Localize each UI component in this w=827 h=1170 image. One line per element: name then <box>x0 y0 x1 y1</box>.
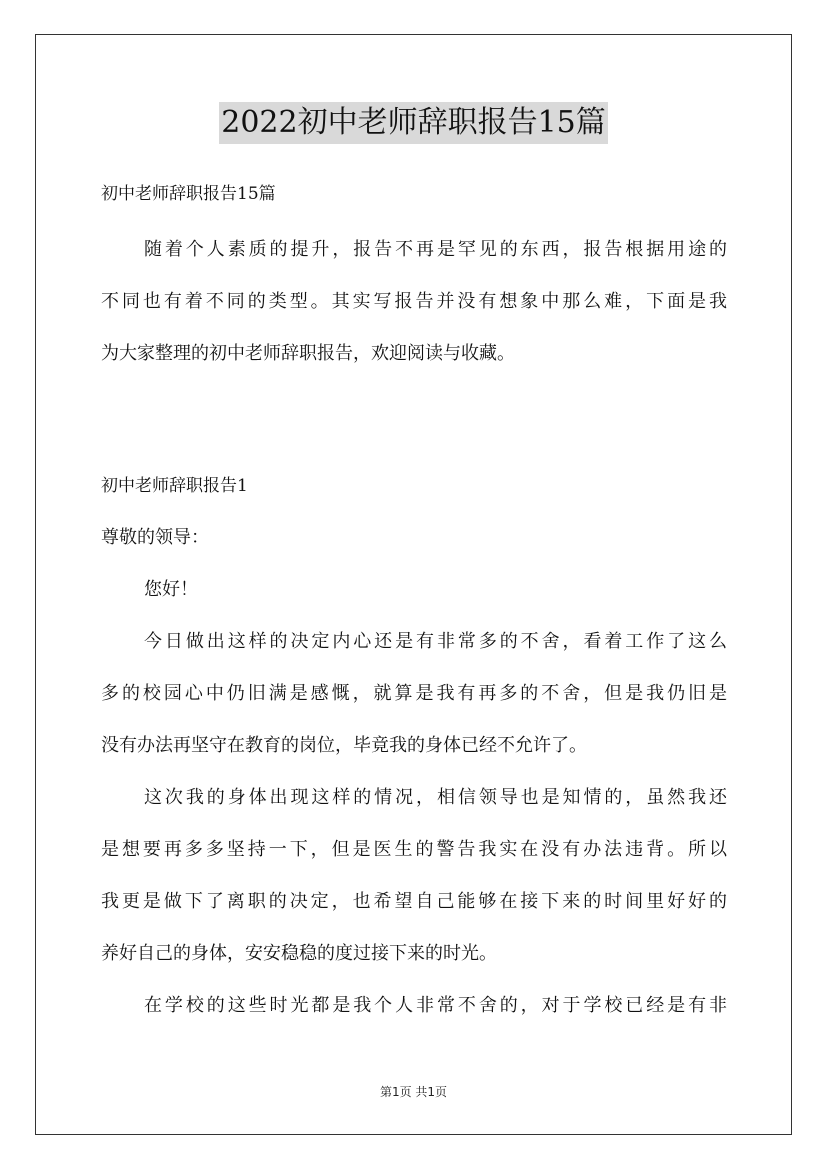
paragraph-2-line-4: 养好自己的身体，安安稳稳的度过接下来的时光。 <box>101 943 497 964</box>
document-title-text: 2022初中老师辞职报告15篇 <box>219 102 608 144</box>
salutation: 尊敬的领导： <box>101 527 209 548</box>
document-title <box>0 102 827 144</box>
paragraph-2-line-2: 是想要再多多坚持一下，但是医生的警告我实在没有办法违背。所以 <box>101 839 727 860</box>
intro-line-3: 为大家整理的初中老师辞职报告，欢迎阅读与收藏。 <box>101 343 515 364</box>
document-body <box>101 168 727 1032</box>
section-title: 初中老师辞职报告1 <box>101 476 248 496</box>
intro-line-2: 不同也有着不同的类型。其实写报告并没有想象中那么难，下面是我 <box>101 291 727 312</box>
paragraph-1-line-3: 没有办法再坚守在教育的岗位，毕竟我的身体已经不允许了。 <box>101 735 587 756</box>
greeting: 您好！ <box>144 579 198 600</box>
paragraph-1-line-2: 多的校园心中仍旧满是感慨，就算是我有再多的不舍，但是我仍旧是 <box>101 683 727 704</box>
paragraph-2-line-1: 这次我的身体出现这样的情况，相信领导也是知情的，虽然我还 <box>144 787 727 808</box>
document-subtitle: 初中老师辞职报告15篇 <box>101 184 276 204</box>
page-footer <box>0 1083 827 1100</box>
paragraph-3-line-1: 在学校的这些时光都是我个人非常不舍的，对于学校已经是有非 <box>144 995 727 1016</box>
paragraph-1-line-1: 今日做出这样的决定内心还是有非常多的不舍，看着工作了这么 <box>144 631 727 652</box>
page-number-label: 第1页 共1页 <box>379 1085 448 1099</box>
intro-line-1: 随着个人素质的提升，报告不再是罕见的东西，报告根据用途的 <box>144 239 727 260</box>
paragraph-2-line-3: 我更是做下了离职的决定，也希望自己能够在接下来的时间里好好的 <box>101 891 727 912</box>
